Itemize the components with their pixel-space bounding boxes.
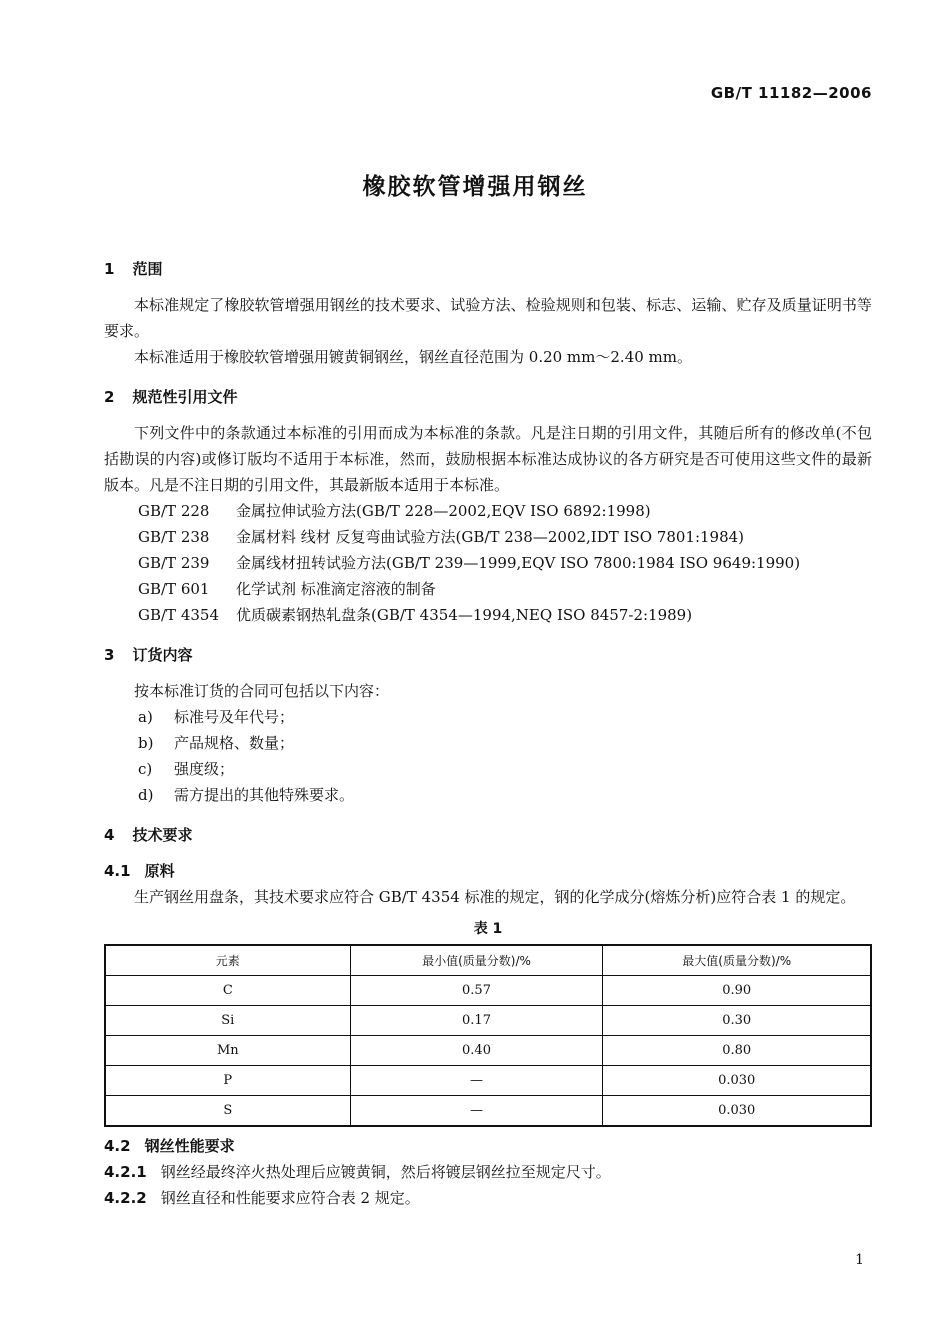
reference-text: 金属拉伸试验方法(GB/T 228—2002,EQV ISO 6892:1998) [236, 502, 651, 520]
section-number: 2 [104, 388, 115, 406]
table-cell: 0.57 [350, 976, 603, 1006]
reference-item [104, 524, 872, 550]
scope-paragraph-1: 本标准规定了橡胶软管增强用钢丝的技术要求、试验方法、检验规则和包装、标志、运输、贮存及质量证明书等要求。 [104, 296, 872, 340]
table-cell: Mn [105, 1036, 350, 1066]
order-intro: 按本标准订货的合同可包括以下内容： [134, 682, 390, 700]
table-row [105, 1036, 871, 1066]
reference-text: 金属材料 线材 反复弯曲试验方法(GB/T 238—2002,IDT ISO 7801:1984) [236, 528, 745, 546]
subsection-number: 4.2 [104, 1137, 131, 1155]
table-row [105, 1096, 871, 1127]
table-row [105, 1006, 871, 1036]
table-cell: 0.40 [350, 1036, 603, 1066]
reference-code: GB/T 228 [138, 502, 210, 520]
reference-text: 优质碳素钢热轧盘条(GB/T 4354—1994,NEQ ISO 8457-2:1989) [236, 606, 693, 624]
section-1-heading [104, 256, 872, 282]
list-text: 强度级； [174, 760, 235, 778]
reference-item [104, 498, 872, 524]
table-cell: 0.030 [603, 1066, 871, 1096]
section-title: 规范性引用文件 [132, 388, 238, 406]
section-title: 订货内容 [132, 646, 193, 664]
subsection-title: 钢丝性能要求 [144, 1137, 235, 1155]
list-item [104, 730, 872, 756]
table-cell: — [350, 1066, 603, 1096]
column-header: 元素 [105, 945, 350, 976]
list-item [104, 782, 872, 808]
page-number: 1 [855, 1252, 864, 1268]
table-caption: 表 1 [473, 921, 503, 937]
table-row [105, 976, 871, 1006]
subsection-title: 原料 [144, 862, 175, 880]
scope-paragraph-2: 本标准适用于橡胶软管增强用镀黄铜钢丝，钢丝直径范围为 0.20 mm～2.40 mm。 [134, 348, 692, 366]
list-text: 需方提出的其他特殊要求。 [174, 786, 355, 804]
clause-number: 4.2.1 [104, 1163, 147, 1181]
list-item [104, 704, 872, 730]
clause-4-2-1 [104, 1159, 872, 1185]
clause-text: 钢丝经最终淬火热处理后应镀黄铜，然后将镀层钢丝拉至规定尺寸。 [160, 1163, 611, 1181]
column-header: 最大值(质量分数)/% [603, 945, 871, 976]
clause-text: 钢丝直径和性能要求应符合表 2 规定。 [160, 1189, 420, 1207]
table-cell: Si [105, 1006, 350, 1036]
table-row [105, 1066, 871, 1096]
subsection-number: 4.1 [104, 862, 131, 880]
section-4-heading [104, 822, 872, 848]
reference-code: GB/T 4354 [138, 606, 220, 624]
reference-text: 化学试剂 标准滴定溶液的制备 [236, 580, 436, 598]
document-title: 橡胶软管增强用钢丝 [362, 174, 588, 200]
references-intro: 下列文件中的条款通过本标准的引用而成为本标准的条款。凡是注日期的引用文件，其随后所有的修改单(不包括勘误的内容)或修订版均不适用于本标准，然而，鼓励根据本标准达成协议的各方研究是否可使用这些文件的最新版本。凡是不注日期的引用文件，其最新版本适用于本标准。 [104, 424, 872, 494]
section-number: 4 [104, 826, 115, 844]
table-cell: 0.80 [603, 1036, 871, 1066]
list-marker: a) [138, 708, 153, 726]
section-3-heading [104, 642, 872, 668]
table-cell: 0.90 [603, 976, 871, 1006]
section-title: 技术要求 [132, 826, 193, 844]
section-2-heading [104, 384, 872, 410]
reference-item [104, 550, 872, 576]
reference-text: 金属线材扭转试验方法(GB/T 239—1999,EQV ISO 7800:1984 ISO 9649:1990) [236, 554, 801, 572]
table-cell: S [105, 1096, 350, 1127]
subsection-4-1-heading [104, 858, 872, 884]
raw-material-paragraph: 生产钢丝用盘条，其技术要求应符合 GB/T 4354 标准的规定，钢的化学成分(熔炼分析)应符合表 1 的规定。 [134, 888, 856, 906]
section-number: 1 [104, 260, 115, 278]
table-header-row [105, 945, 871, 976]
table-cell: — [350, 1096, 603, 1127]
table-cell: 0.030 [603, 1096, 871, 1127]
subsection-4-2-heading [104, 1133, 872, 1159]
standard-code: GB/T 11182—2006 [710, 84, 872, 102]
clause-number: 4.2.2 [104, 1189, 147, 1207]
column-header: 最小值(质量分数)/% [350, 945, 603, 976]
table-cell: P [105, 1066, 350, 1096]
table-cell: 0.30 [603, 1006, 871, 1036]
clause-4-2-2 [104, 1185, 872, 1211]
reference-code: GB/T 601 [138, 580, 210, 598]
reference-code: GB/T 238 [138, 528, 210, 546]
document-body [104, 256, 872, 1211]
section-number: 3 [104, 646, 115, 664]
list-marker: d) [138, 786, 154, 804]
chemical-composition-table [104, 944, 872, 1127]
list-marker: c) [138, 760, 153, 778]
reference-item [104, 602, 872, 628]
list-item [104, 756, 872, 782]
list-marker: b) [138, 734, 154, 752]
reference-code: GB/T 239 [138, 554, 210, 572]
section-title: 范围 [132, 260, 163, 278]
reference-item [104, 576, 872, 602]
table-cell: C [105, 976, 350, 1006]
list-text: 标准号及年代号； [174, 708, 295, 726]
list-text: 产品规格、数量； [174, 734, 295, 752]
table-cell: 0.17 [350, 1006, 603, 1036]
